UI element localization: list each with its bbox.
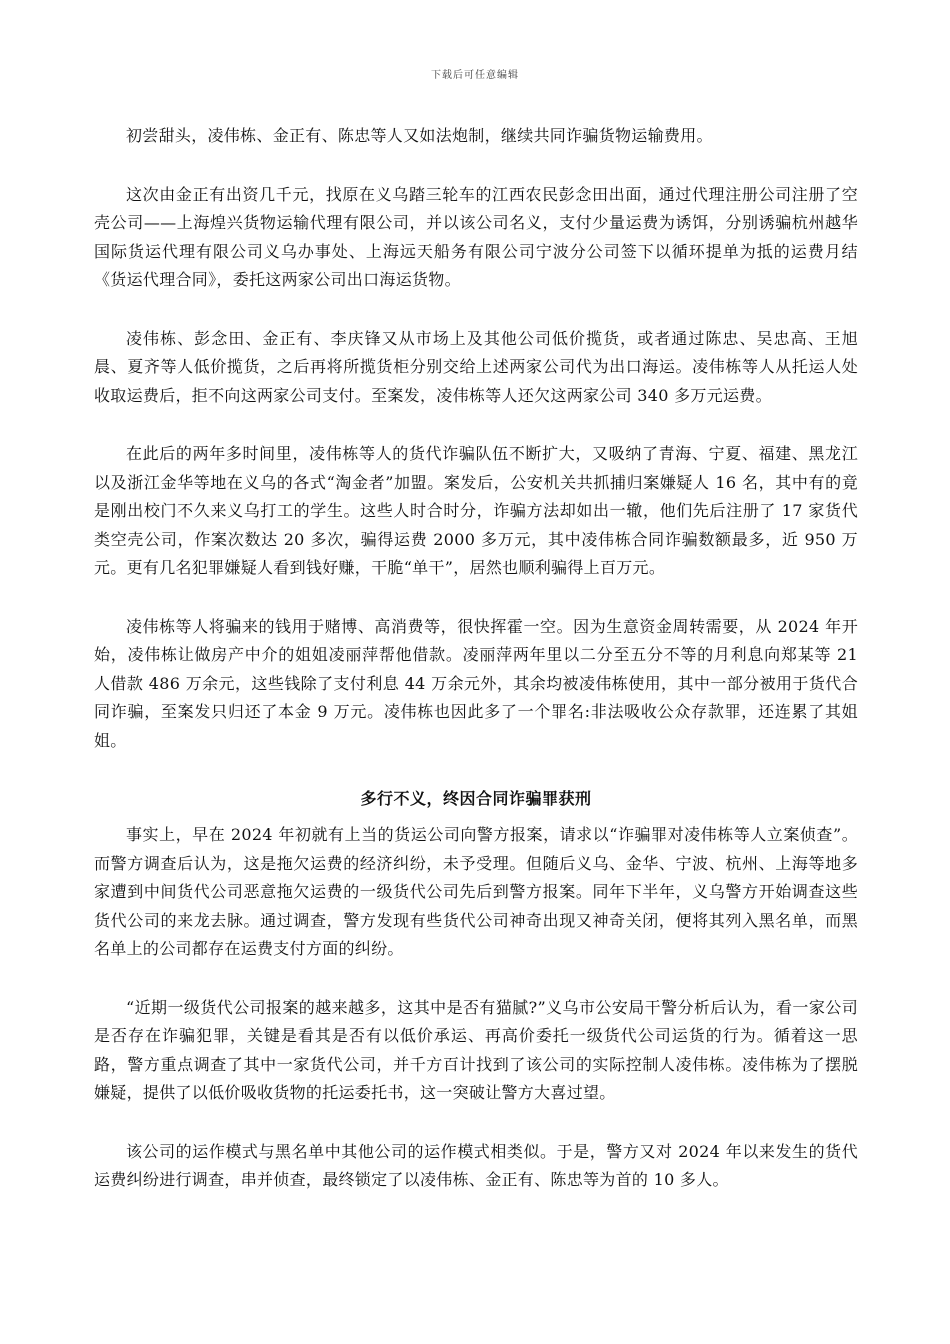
header-note: 下载后可任意编辑 [431, 70, 519, 81]
paragraph-7: “近期一级货代公司报案的越来越多，这其中是否有猫腻?”义乌市公安局干警分析后认为，看一家公司是否存在诈骗犯罪，关键是看其是否有以低价承运、再高价委托一级货代公司运货的行为。循着这一思路，警方重点调查了其中一家货代公司，并千方百计找到了该公司的实际控制人凌伟栋。凌伟栋为了摆脱嫌疑，提供了以低价吸收货物的托运委托书，这一突破让警方大喜过望。 [94, 997, 858, 1102]
paragraph-4: 在此后的两年多时间里，凌伟栋等人的货代诈骗队伍不断扩大，又吸纳了青海、宁夏、福建、黑龙江以及浙江金华等地在义乌的各式“淘金者”加盟。案发后，公安机关共抓捕归案嫌疑人 16 名，其中有的竟是刚出校门不久来义乌打工的学生。这些人时合时分，诈骗方法却如出一辙，他们先后注册了 17 家货代类空壳公司，作案次数达 20 多次，骗得运费 2000 多万元，其中凌伟栋合同诈骗数额最多，近 950 万元。更有几名犯罪嫌疑人看到钱好赚，干脆“单干”，居然也顺利骗得上百万元。 [94, 444, 858, 577]
paragraph-6: 事实上，早在 2024 年初就有上当的货运公司向警方报案，请求以“诈骗罪对凌伟栋等人立案侦查”。而警方调查后认为，这是拖欠运费的经济纠纷，未予受理。但随后义乌、金华、宁波、杭州、上海等地多家遭到中间货代公司恶意拖欠运费的一级货代公司先后到警方报案。同年下半年，义乌警方开始调查这些货代公司的来龙去脉。通过调查，警方发现有些货代公司神奇出现又神奇关闭，便将其列入黑名单，而黑名单上的公司都存在运费支付方面的纠纷。 [94, 825, 858, 958]
article-body [94, 122, 858, 1225]
paragraph-1: 初尝甜头，凌伟栋、金正有、陈忠等人又如法炮制，继续共同诈骗货物运输费用。 [126, 126, 713, 145]
paragraph-3: 凌伟栋、彭念田、金正有、李庆锋又从市场上及其他公司低价揽货，或者通过陈忠、吴忠高、王旭晨、夏齐等人低价揽货，之后再将所揽货柜分别交给上述两家公司代为出口海运。凌伟栋等人从托运人处收取运费后，拒不向这两家公司支付。至案发，凌伟栋等人还欠这两家公司 340 多万元运费。 [94, 328, 858, 405]
paragraph-5: 凌伟栋等人将骗来的钱用于赌博、高消费等，很快挥霍一空。因为生意资金周转需要，从 2024 年开始，凌伟栋让做房产中介的姐姐凌丽萍帮他借款。凌丽萍两年里以二分至五分不等的月利息向郑某等 21 人借款 486 万余元，这些钱除了支付利息 44 万余元外，其余均被凌伟栋使用，其中一部分被用于货代合同诈骗，至案发只归还了本金 9 万元。凌伟栋也因此多了一个罪名:非法吸收公众存款罪，还连累了其姐姐。 [94, 616, 858, 750]
section-heading: 多行不义，终因合同诈骗罪获刑 [360, 789, 592, 808]
paragraph-2: 这次由金正有出资几千元，找原在义乌踏三轮车的江西农民彭念田出面，通过代理注册公司注册了空壳公司——上海煌兴货物运输代理有限公司，并以该公司名义，支付少量运费为诱饵，分别诱骗杭州越华国际货运代理有限公司义乌办事处、上海远天船务有限公司宁波分公司签下以循环提单为抵的运费月结《货运代理合同》，委托这两家公司出口海运货物。 [94, 184, 858, 289]
paragraph-8: 该公司的运作模式与黑名单中其他公司的运作模式相类似。于是，警方又对 2024 年以来发生的货代运费纠纷进行调查，串并侦查，最终锁定了以凌伟栋、金正有、陈忠等为首的 10 多人。 [94, 1141, 858, 1189]
